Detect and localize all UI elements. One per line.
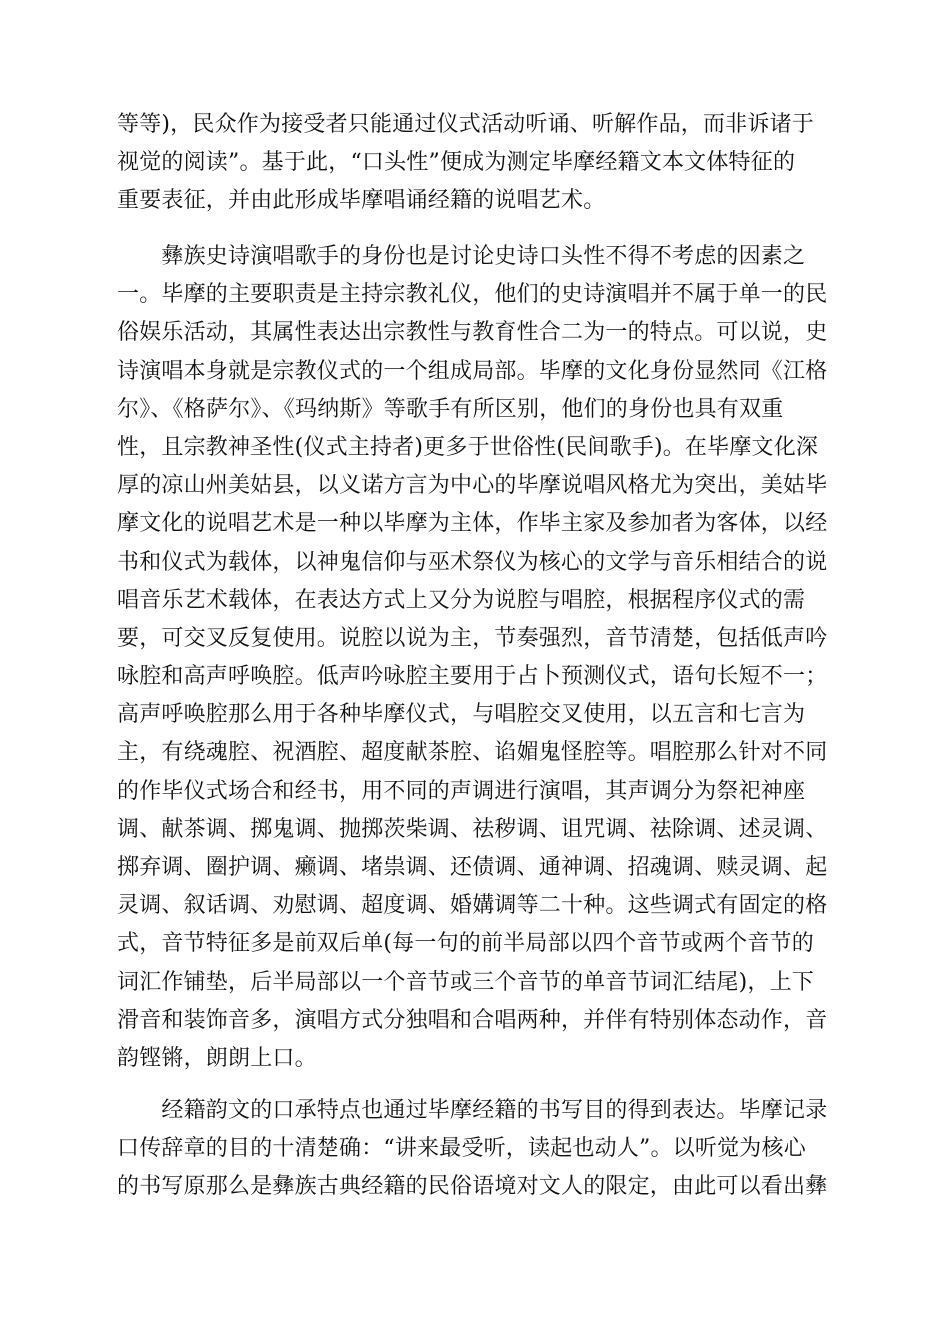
text-line: 掷弃调、圈护调、癞调、堵祟调、还债调、通神调、招魂调、赎灵调、起 — [117, 855, 828, 880]
text-line: 高声呼唤腔那么用于各种毕摩仪式，与唱腔交叉使用，以五言和七言为 — [117, 702, 806, 728]
text-line: 词汇作铺垫，后半局部以一个音节或三个音节的单音节词汇结尾)，上下 — [117, 969, 814, 995]
text-line: 口传辞章的目的十清楚确：“讲来最受听，读起也动人”。以听觉为核心 — [117, 1136, 806, 1162]
text-line: 一。毕摩的主要职责是主持宗教礼仪，他们的史诗演唱并不属于单一的民 — [117, 282, 828, 308]
text-line: 调、献茶调、掷鬼调、抛掷茨柴调、祛秽调、诅咒调、祛除调、述灵调、 — [117, 816, 828, 842]
text-line: 韵铿锵，朗朗上口。 — [117, 1045, 317, 1071]
text-line: 彝族史诗演唱歌手的身份也是讨论史诗口头性不得不考虑的因素之 — [117, 244, 806, 269]
text-line: 咏腔和高声呼唤腔。低声吟咏腔主要用于占卜预测仪式，语句长短不一； — [117, 664, 828, 690]
text-line: 唱音乐艺术载体，在表达方式上又分为说腔与唱腔，根据程序仪式的需 — [117, 587, 806, 613]
text-line: 诗演唱本身就是宗教仪式的一个组成局部。毕摩的文化身份显然同《江格 — [117, 358, 828, 384]
text-line: 视觉的阅读”。基于此，“口头性”便成为测定毕摩经籍文本文体特征的 — [117, 150, 796, 176]
text-line: 俗娱乐活动，其属性表达出宗教性与教育性合二为一的特点。可以说，史 — [117, 320, 828, 346]
text-line: 主，有绕魂腔、祝酒腔、超度献茶腔、谄媚鬼怪腔等。唱腔那么针对不同 — [117, 740, 828, 766]
text-line: 经籍韵文的口承特点也通过毕摩经籍的书写目的得到表达。毕摩记录 — [117, 1098, 828, 1123]
paragraph-1 — [117, 106, 836, 221]
text-line: 的作毕仪式场合和经书，用不同的声调进行演唱，其声调分为祭祀神座 — [117, 778, 806, 804]
text-line: 重要表征，并由此形成毕摩唱诵经籍的说唱艺术。 — [117, 188, 606, 214]
text-line: 的书写原那么是彝族古典经籍的民俗语境对文人的限定，由此可以看出彝 — [117, 1174, 828, 1200]
text-line: 摩文化的说唱艺术是一种以毕摩为主体，作毕主家及参加者为客体，以经 — [117, 511, 828, 537]
text-line: 等等)，民众作为接受者只能通过仪式活动听诵、听解作品，而非诉诸于 — [117, 112, 814, 137]
paragraph-2 — [117, 238, 836, 1078]
text-line: 性，且宗教神圣性(仪式主持者)更多于世俗性(民间歌手)。在毕摩文化深 — [117, 434, 819, 460]
text-line: 尔》、《格萨尔》、《玛纳斯》等歌手有所区别，他们的身份也具有双重 — [117, 396, 784, 422]
text-line: 厚的凉山州美姑县，以义诺方言为中心的毕摩说唱风格尤为突出，美姑毕 — [117, 473, 828, 499]
paragraph-3 — [117, 1092, 836, 1207]
text-line: 书和仪式为载体，以神鬼信仰与巫术祭仪为核心的文学与音乐相结合的说 — [117, 549, 828, 575]
text-line: 式，音节特征多是前双后单(每一句的前半局部以四个音节或两个音节的 — [117, 931, 814, 957]
text-line: 灵调、叙话调、劝慰调、超度调、婚媾调等二十种。这些调式有固定的格 — [117, 893, 828, 919]
text-line: 要，可交叉反复使用。说腔以说为主，节奏强烈，音节清楚，包括低声吟 — [117, 625, 828, 651]
text-line: 滑音和装饰音多，演唱方式分独唱和合唱两种，并伴有特别体态动作，音 — [117, 1007, 828, 1033]
